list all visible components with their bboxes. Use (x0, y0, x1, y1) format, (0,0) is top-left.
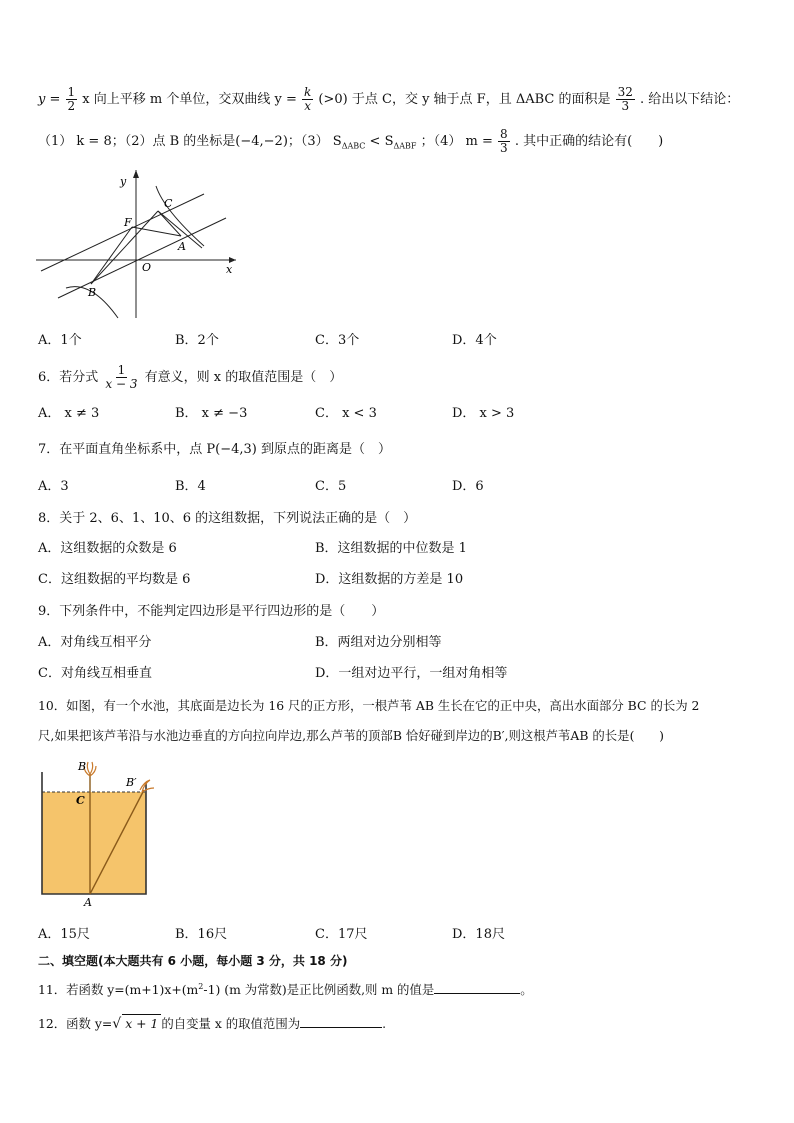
q7-option-d[interactable]: D．6 (452, 479, 484, 494)
q5-text: < S (365, 134, 394, 149)
water-fill (42, 792, 146, 894)
denominator: 3 (500, 141, 508, 155)
q7-option-b[interactable]: B．4 (175, 479, 206, 494)
numerator: 1 (67, 85, 76, 99)
q5-text: （1） k = 8；（2）点 B 的坐标是(−4,−2)；（3） S (38, 134, 342, 149)
q5-text: x 向上平移 m 个单位，交双曲线 y = (82, 92, 297, 107)
fraction (103, 364, 139, 391)
q9-option-d[interactable]: D．一组对边平行，一组对角相等 (315, 666, 508, 681)
label-b: B (88, 286, 97, 299)
q12-text: . (382, 1016, 387, 1031)
label-b: B (78, 760, 87, 773)
q6-stem (38, 364, 342, 391)
q8-option-d[interactable]: D．这组数据的方差是 10 (315, 572, 464, 587)
q10-stem-line2: 尺,如果把该芦苇沿与水池边垂直的方向拉向岸边,那么芦苇的顶部B 恰好碰到岸边的B′,则这根芦苇AB 的长是( ) (38, 728, 665, 743)
fraction (616, 86, 635, 113)
q5-text: (>0) 于点 C，交 y 轴于点 F，且 ΔABC 的面积是 (318, 92, 611, 107)
q10-option-b[interactable]: B．16尺 (175, 927, 228, 942)
superscript: 2 (198, 982, 204, 991)
q10-option-d[interactable]: D．18尺 (452, 927, 505, 942)
q9-option-c[interactable]: C．对角线互相垂直 (38, 666, 152, 681)
q8-option-c[interactable]: C．这组数据的平均数是 6 (38, 572, 191, 587)
subscript: ΔABC (341, 141, 366, 151)
q5-option-c[interactable]: C．3个 (315, 333, 360, 348)
section2-title: 二、填空题(本大题共有 6 小题，每小题 3 分，共 18 分) (38, 954, 348, 968)
q6-option-d[interactable]: D． x > 3 (452, 406, 515, 421)
radicand: x + 1 (122, 1014, 161, 1033)
q8-option-a[interactable]: A．这组数据的众数是 6 (38, 541, 177, 556)
q8-stem: 8．关于 2、6、1、10、6 的这组数据，下列说法正确的是（ ） (38, 511, 417, 526)
label-c: C (164, 197, 173, 210)
q10-pool-figure (36, 758, 166, 908)
q11-text: 11．若函数 y=(m+1)x+(m (38, 982, 199, 998)
reed-tuft-icon (140, 780, 154, 792)
q6-option-a[interactable]: A． x ≠ 3 (38, 406, 100, 421)
numerator: 32 (617, 85, 633, 99)
fraction (302, 86, 313, 113)
label-a: A (178, 240, 186, 253)
q10-stem-line1: 10．如图，有一个水池，其底面是边长为 16 尺的正方形，一根芦苇 AB 生长在它的正中央，高出水面部分 BC 的长为 2 (38, 698, 700, 713)
fraction (498, 128, 510, 155)
q9-stem: 9．下列条件中，不能判定四边形是平行四边形的是（ ） (38, 604, 385, 619)
q5-text: y = (38, 92, 61, 107)
q12-text: 的自变量 x 的取值范围为 (161, 1016, 301, 1031)
label-f: F (124, 216, 132, 229)
label-origin: O (142, 261, 152, 274)
q7-option-a[interactable]: A．3 (38, 479, 69, 494)
q10-option-c[interactable]: C．17尺 (315, 927, 368, 942)
q6-text: 有意义，则 x 的取值范围是（ ） (144, 370, 343, 385)
q11-answer-blank[interactable] (434, 993, 520, 994)
q12-answer-blank[interactable] (300, 1027, 382, 1028)
numerator: 8 (500, 127, 508, 141)
q5-option-d[interactable]: D．4个 (452, 333, 497, 348)
label-b-prime: B′ (126, 776, 137, 789)
q5-line2 (38, 128, 663, 156)
q9-option-a[interactable]: A．对角线互相平分 (38, 635, 152, 650)
label-a: A (84, 896, 92, 908)
q5-option-a[interactable]: A．1个 (38, 333, 82, 348)
q12-stem: 12．函数 y=√ x + 1 的自变量 x 的取值范围为 . (38, 1016, 387, 1032)
q12-text: 12．函数 y= (38, 1016, 113, 1031)
q5-figure (36, 168, 246, 324)
label-x: x (226, 263, 233, 276)
q6-text: 6．若分式 (38, 370, 99, 385)
fraction (66, 86, 78, 113)
numerator: k (304, 85, 312, 99)
subscript: ΔABF (393, 141, 417, 151)
q11-stem (38, 978, 533, 999)
denominator: x (304, 99, 312, 113)
q9-option-b[interactable]: B．两组对边分别相等 (315, 635, 442, 650)
q5-text: ；（4） m = (420, 134, 493, 149)
denominator: x − 3 (105, 377, 138, 391)
denominator: 2 (67, 99, 76, 113)
q6-option-c[interactable]: C． x < 3 (315, 406, 377, 421)
q7-option-c[interactable]: C．5 (315, 479, 347, 494)
label-y: y (120, 175, 127, 188)
q11-text: 。 (520, 982, 533, 998)
q7-stem: 7．在平面直角坐标系中，点 P(−4,3) 到原点的距离是（ ） (38, 442, 391, 457)
q8-option-b[interactable]: B．这组数据的中位数是 1 (315, 541, 467, 556)
q11-text: -1) (m 为常数)是正比例函数,则 m 的值是 (203, 982, 435, 998)
q6-option-b[interactable]: B． x ≠ −3 (175, 406, 248, 421)
q5-text: . 给出以下结论： (640, 92, 740, 107)
q10-option-a[interactable]: A．15尺 (38, 927, 90, 942)
numerator: 1 (117, 363, 126, 377)
label-c: C (76, 794, 85, 807)
q5-option-b[interactable]: B．2个 (175, 333, 219, 348)
q5-line1 (38, 86, 739, 113)
denominator: 3 (621, 99, 630, 113)
q5-text: . 其中正确的结论有( ) (514, 134, 664, 149)
